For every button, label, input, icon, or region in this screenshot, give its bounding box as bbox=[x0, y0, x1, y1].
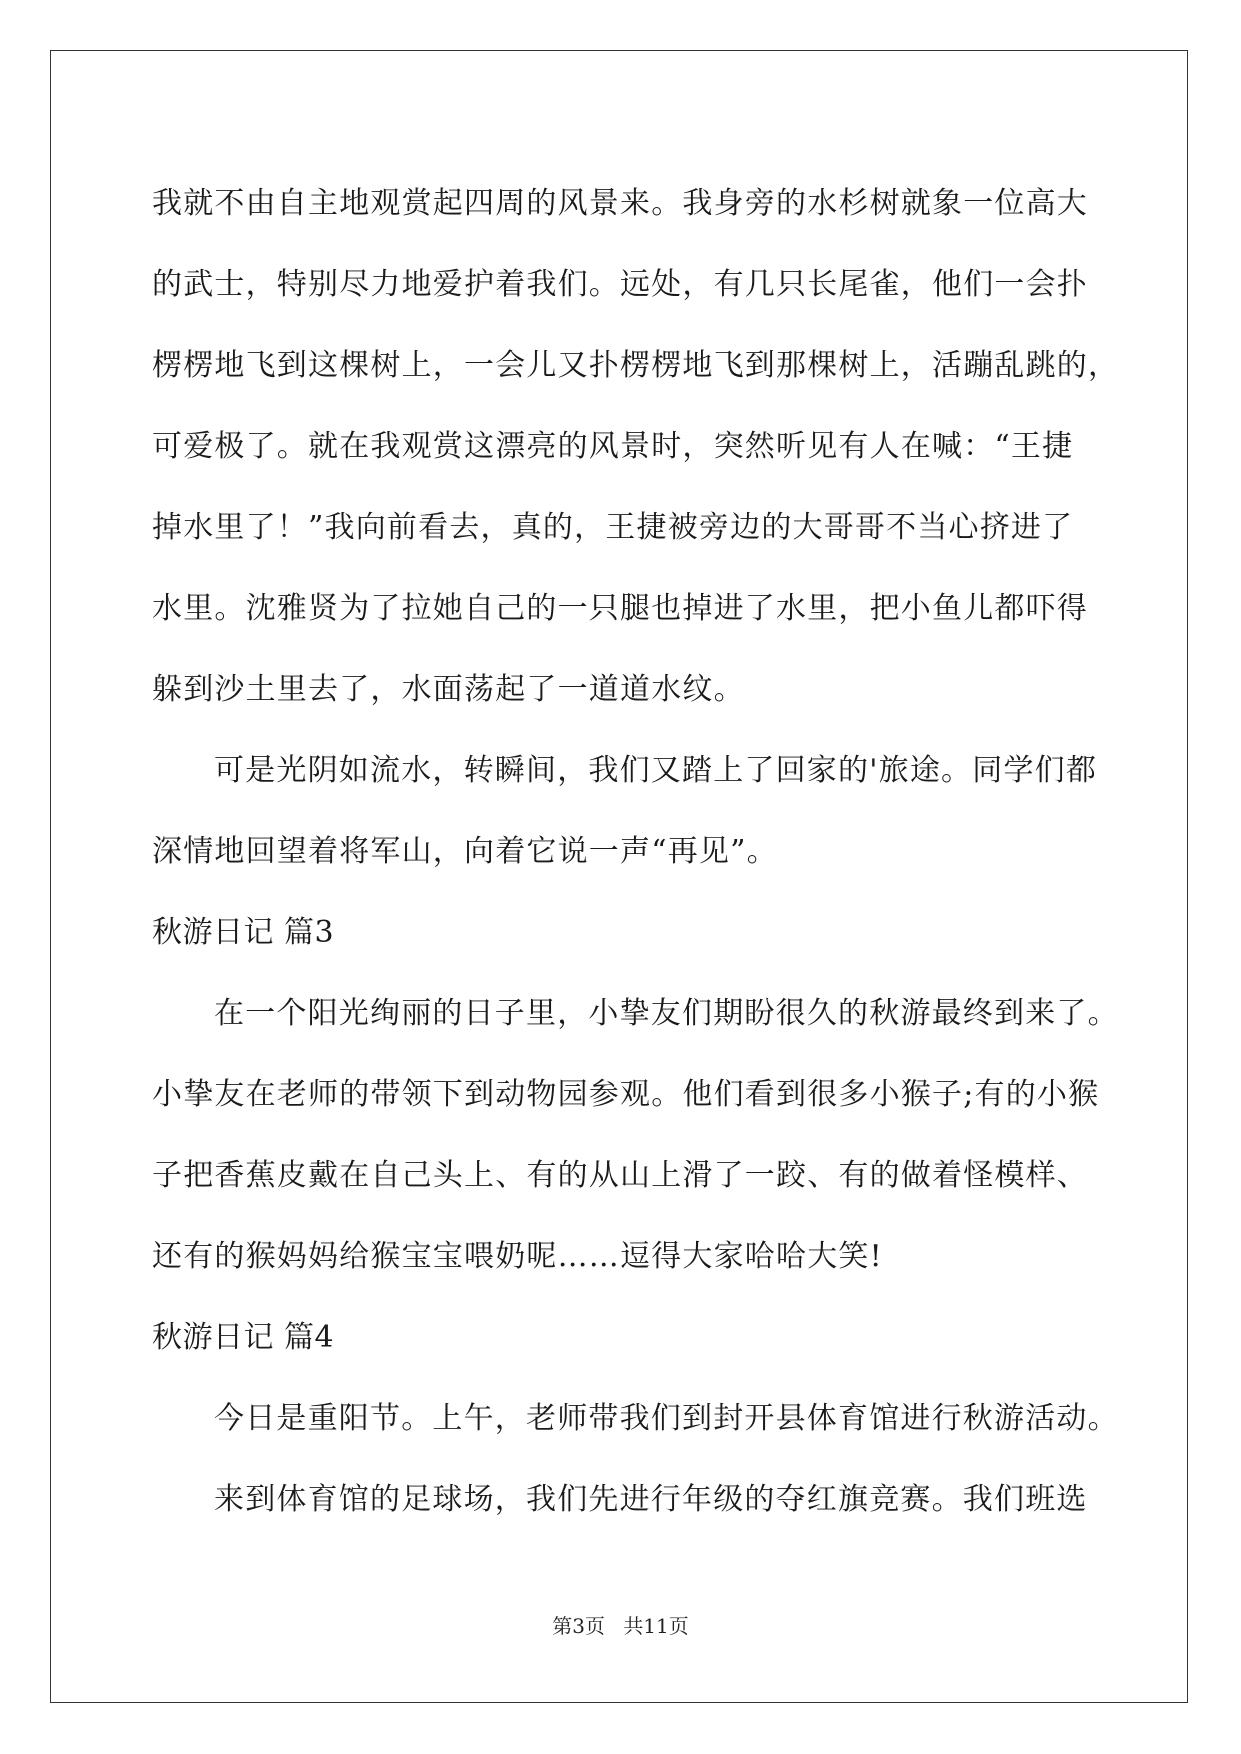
text-line: 子把香蕉皮戴在自己头上、有的从山上滑了一跤、有的做着怪模样、 bbox=[152, 1158, 1088, 1193]
section-heading: 秋游日记 篇4 bbox=[152, 1320, 335, 1355]
paragraph-start-line: 今日是重阳节。上午，老师带我们到封开县体育馆进行秋游活动。 bbox=[214, 1401, 1119, 1436]
text-line: 楞楞地飞到这棵树上，一会儿又扑楞楞地飞到那棵树上，活蹦乱跳的， bbox=[152, 348, 1120, 383]
text-line: 掉水里了！”我向前看去，真的，王捷被旁边的大哥哥不当心挤进了 bbox=[152, 510, 1074, 545]
text-line: 躲到沙土里去了，水面荡起了一道道水纹。 bbox=[152, 672, 745, 707]
text-line: 小挚友在老师的带领下到动物园参观。他们看到很多小猴子;有的小猴 bbox=[152, 1077, 1100, 1112]
page-total: 共11页 bbox=[623, 1614, 689, 1638]
text-line: 的武士，特别尽力地爱护着我们。远处，有几只长尾雀，他们一会扑 bbox=[152, 267, 1088, 302]
document-body bbox=[152, 163, 1120, 1540]
page-footer bbox=[0, 1610, 1241, 1639]
text-line: 我就不由自主地观赏起四周的风景来。我身旁的水杉树就象一位高大 bbox=[152, 186, 1088, 221]
text-line: 水里。沈雅贤为了拉她自己的一只腿也掉进了水里，把小鱼儿都吓得 bbox=[152, 591, 1088, 626]
text-line: 可爱极了。就在我观赏这漂亮的风景时，突然听见有人在喊：“王捷 bbox=[152, 429, 1074, 464]
text-line: 深情地回望着将军山，向着它说一声“再见”。 bbox=[152, 834, 778, 869]
page-number: 第3页 bbox=[552, 1614, 605, 1638]
paragraph-start-line: 在一个阳光绚丽的日子里，小挚友们期盼很久的秋游最终到来了。 bbox=[214, 996, 1119, 1031]
section-heading: 秋游日记 篇3 bbox=[152, 915, 335, 950]
text-line: 还有的猴妈妈给猴宝宝喂奶呢……逗得大家哈哈大笑! bbox=[152, 1239, 883, 1274]
paragraph-start-line: 可是光阴如流水，转瞬间，我们又踏上了回家的'旅途。同学们都 bbox=[214, 753, 1098, 788]
paragraph-start-line: 来到体育馆的足球场，我们先进行年级的夺红旗竞赛。我们班选 bbox=[214, 1482, 1088, 1517]
